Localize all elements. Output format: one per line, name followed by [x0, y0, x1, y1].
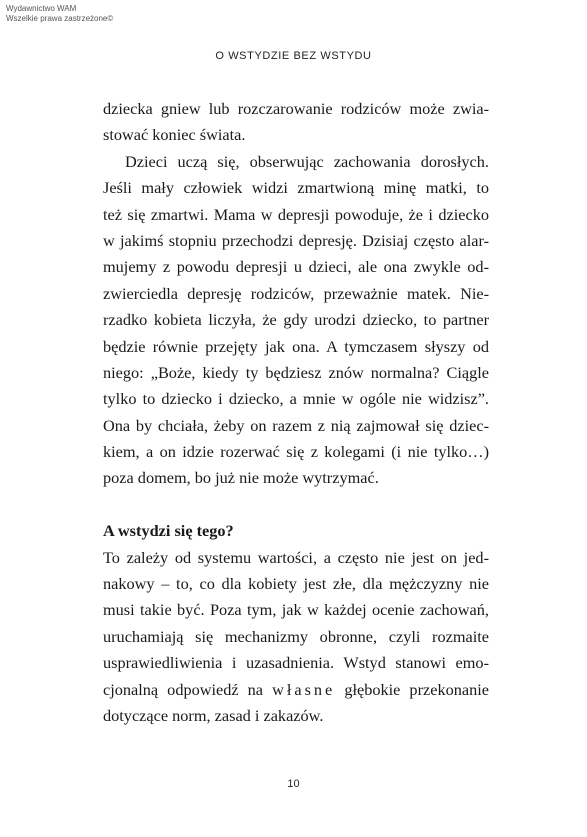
text-line: Ona by chciała, żeby on razem z nią zajmował się dziec- — [103, 415, 489, 435]
running-head: O WSTYDZIE BEZ WSTYDU — [215, 50, 372, 62]
section-spacer — [103, 492, 489, 518]
text-line: kiem, a on idzie rozerwać się z kolegami (i nie tylko…) — [103, 442, 489, 462]
text-line: To zależy od systemu wartości, a często nie jest on jed- — [103, 547, 489, 567]
text-fragment: cjonalną odpowiedź na — [103, 679, 273, 699]
text-line: rzadko kobieta liczyła, że gdy urodzi dziecko, to partner — [103, 310, 489, 330]
section-heading: A wstydzi się tego? — [103, 521, 234, 541]
text-line: niego: „Boże, kiedy ty będziesz znów normalna? Ciągle — [103, 362, 489, 382]
watermark-rights: Wszelkie prawa zastrzeżone© — [6, 14, 114, 23]
page-number: 10 — [287, 778, 300, 790]
text-line: poza domem, bo już nie może wytrzymać. — [103, 468, 379, 488]
watermark-publisher: Wydawnictwo WAM — [6, 4, 77, 13]
text-line: mujemy z powodu depresji u dzieci, ale ona zwykle od- — [103, 257, 489, 277]
text-line: będzie równie przejęty jak ona. A tymczasem słyszy od — [103, 336, 489, 356]
text-line: musi takie być. Poza tym, jak w każdej ocenie zachowań, — [103, 600, 489, 620]
watermark — [6, 4, 113, 24]
text-line: dotyczące norm, zasad i zakazów. — [103, 705, 324, 725]
text-line: zwierciedla depresję rodziców, przeważnie matek. Nie- — [103, 283, 489, 303]
text-line: uruchamiają się mechanizmy obronne, czyli rozmaite — [103, 626, 489, 646]
text-line: stować koniec świata. — [103, 125, 246, 145]
text-line — [103, 677, 489, 703]
text-line: nakowy – to, co dla kobiety jest złe, dla mężczyzny nie — [103, 574, 489, 594]
text-line: tylko to dziecko i dziecko, a mnie w ogóle nie widzisz”. — [103, 389, 489, 409]
text-line: Jeśli mały człowiek widzi zmartwioną minę matki, to — [103, 178, 489, 198]
body-text — [103, 96, 489, 729]
text-line: dziecka gniew lub rozczarowanie rodziców może zwia- — [103, 99, 489, 118]
text-line: też się zmartwi. Mama w depresji powoduje, że i dziecko — [103, 204, 489, 224]
text-fragment: głębokie przekonanie — [335, 679, 489, 699]
text-line: Dzieci uczą się, obserwując zachowania dorosłych. — [125, 151, 489, 171]
spaced-emphasis: własne — [272, 679, 336, 699]
text-line: w jakimś stopniu przechodzi depresję. Dzisiaj często alar- — [103, 230, 489, 250]
text-line: usprawiedliwienia i uzasadnienia. Wstyd stanowi emo- — [103, 653, 489, 673]
